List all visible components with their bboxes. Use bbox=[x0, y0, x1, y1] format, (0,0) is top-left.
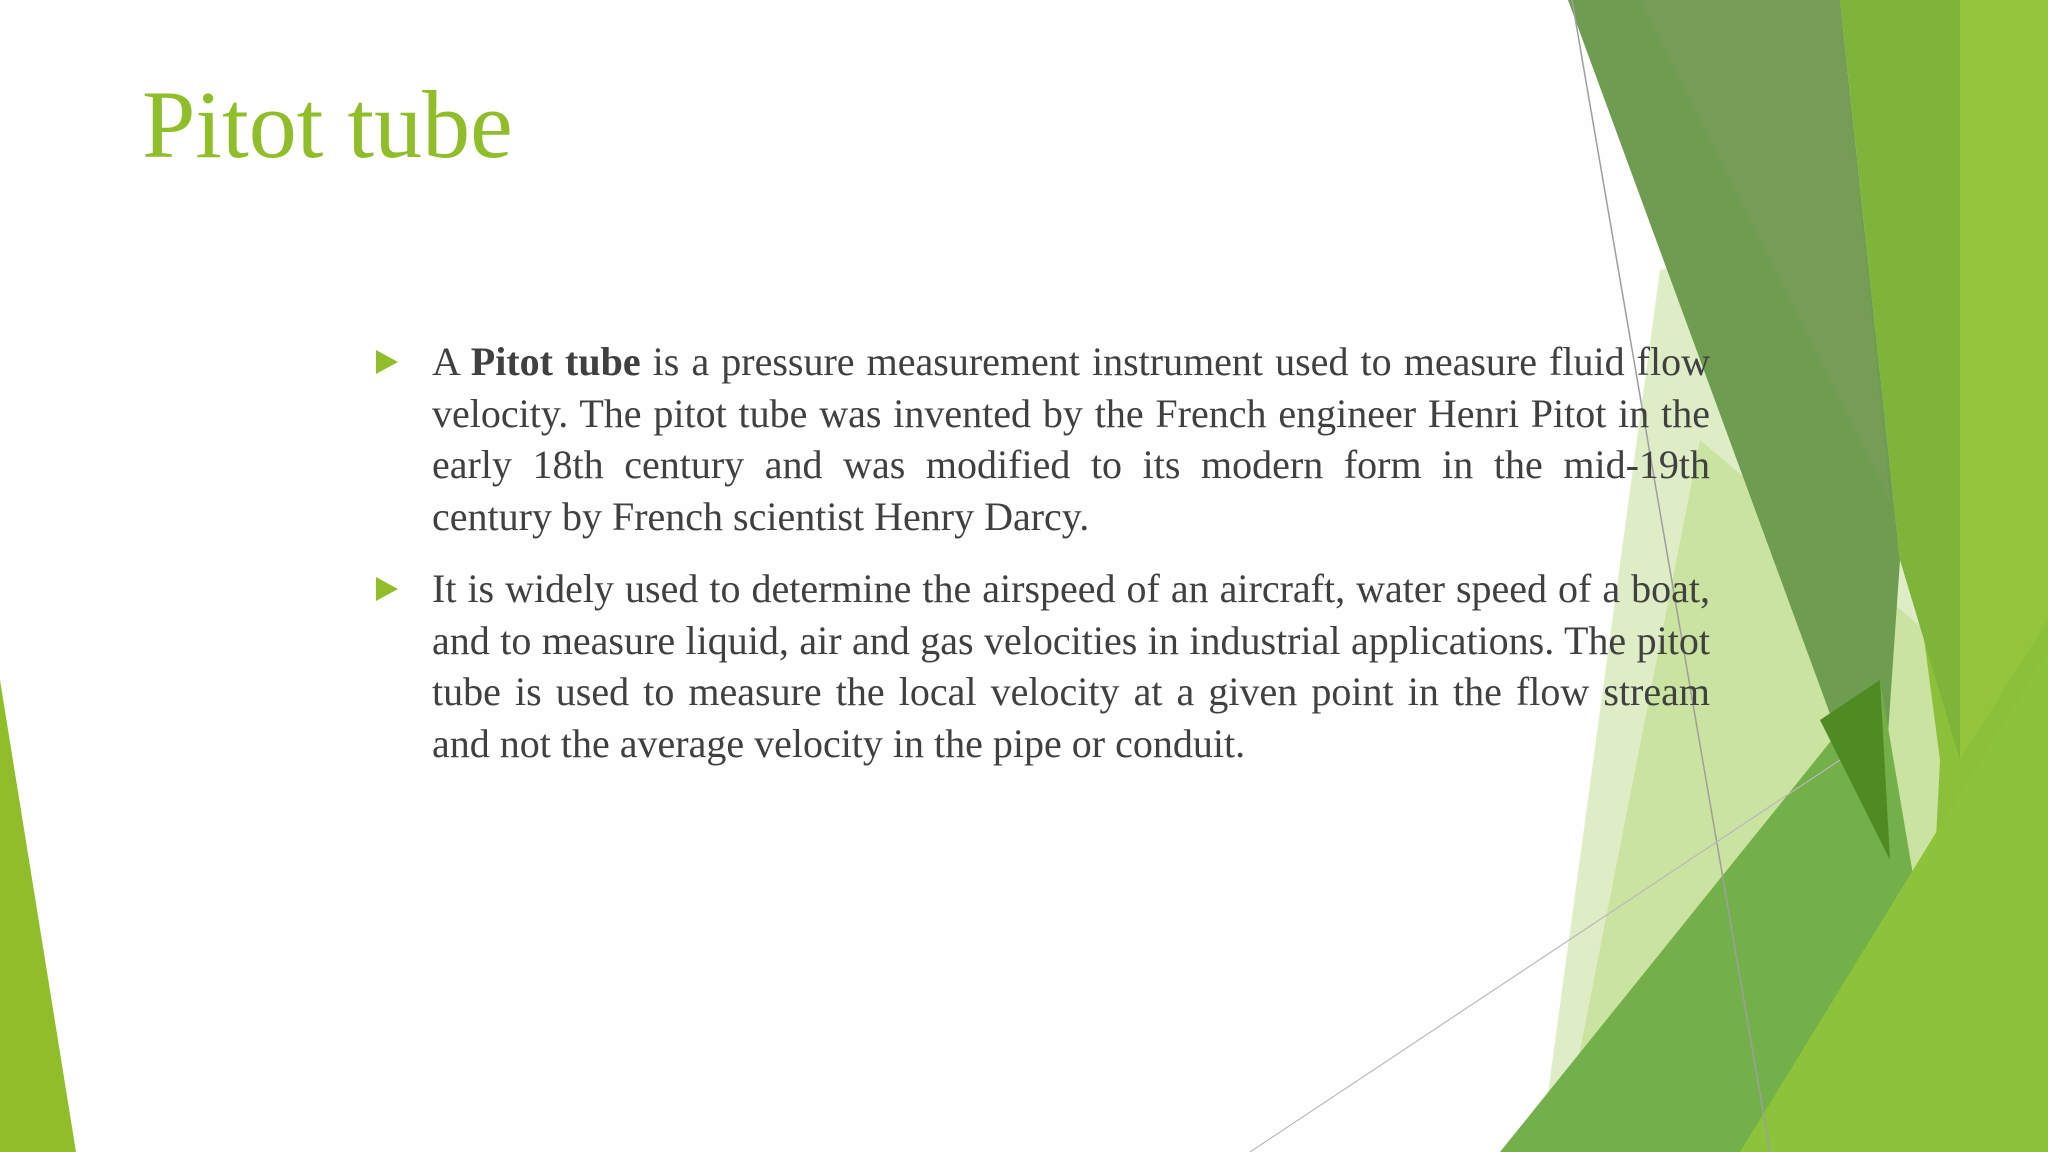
bullet-text bbox=[432, 336, 1710, 542]
list-item bbox=[376, 563, 1710, 769]
triangle-bullet-icon bbox=[376, 350, 398, 374]
bullet-text: It is widely used to determine the airspeed of an aircraft, water speed of a boat, and to measure liquid, air and gas velocities in industrial applications. The pitot tube is used to measure the local velocity at a given point in the flow stream and not the average velocity in the pipe or conduit. bbox=[432, 566, 1710, 766]
list-item bbox=[376, 336, 1710, 542]
bullet-lead: A bbox=[432, 339, 471, 384]
left-accent-shape bbox=[0, 680, 76, 1152]
slide-title: Pitot tube bbox=[142, 71, 513, 178]
bullet-list bbox=[376, 336, 1710, 790]
bullet-rest: is a pressure measurement instrument used to measure fluid flow velocity. The pitot tube was invented by the French engineer Henri Pitot in the early 18th century and was modified to its modern form in the mid-19th century by French scientist Henry Darcy. bbox=[432, 339, 1710, 539]
triangle-bullet-icon bbox=[376, 577, 398, 601]
bullet-emphasis: Pitot tube bbox=[470, 339, 641, 384]
